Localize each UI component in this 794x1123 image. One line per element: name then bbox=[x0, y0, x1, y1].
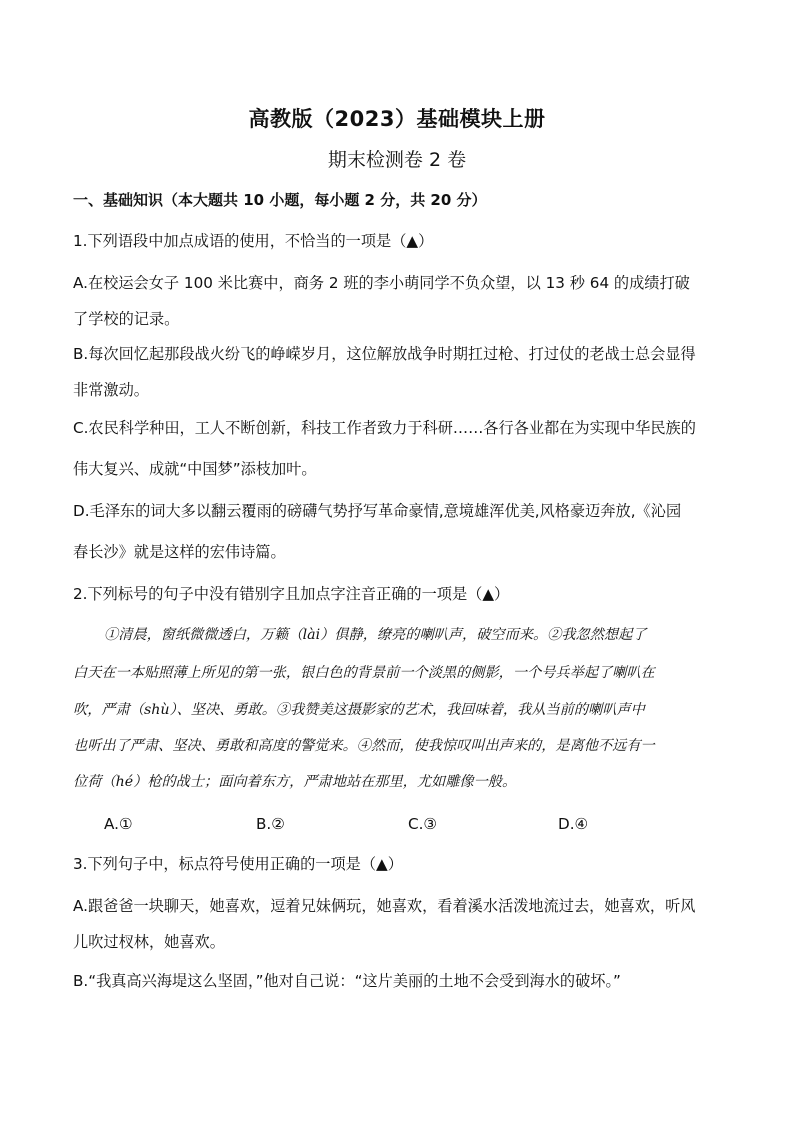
question-3-option-a-line-1: A.跟爸爸一块聊天，她喜欢，逗着兄妹俩玩，她喜欢，看着溪水活泼地流过去，她喜欢，听风 bbox=[73, 897, 696, 915]
section-heading: 一、基础知识（本大题共 10 小题，每小题 2 分，共 20 分） bbox=[73, 191, 487, 209]
document-title: 高教版（2023）基础模块上册 bbox=[248, 107, 546, 131]
question-3-option-a-line-2: 儿吹过杈林，她喜欢。 bbox=[73, 933, 225, 951]
document-subtitle: 期末检测卷 2 卷 bbox=[327, 149, 467, 171]
question-2-passage-line-2: 白天在一本贴照薄上所见的第一张，银白色的背景前一个淡黑的侧影，一个号兵举起了喇叭在 bbox=[73, 665, 655, 681]
question-2-passage-line-4: 也听出了严肃、坚决、勇敢和高度的警觉来。④然而，使我惊叹叫出声来的，是离他不远有一 bbox=[73, 738, 655, 754]
question-1-option-b-line-1: B.每次回忆起那段战火纷飞的峥嵘岁月，这位解放战争时期扛过枪、打过仗的老战士总会显得 bbox=[73, 345, 696, 363]
question-3-stem: 3.下列句子中，标点符号使用正确的一项是（▲） bbox=[73, 855, 403, 873]
question-1-option-c-line-1: C.农民科学种田，工人不断创新，科技工作者致力于科研……各行各业都在为实现中华民族的 bbox=[73, 419, 696, 437]
question-1-option-a-line-2: 了学校的记录。 bbox=[73, 310, 180, 328]
question-2-option-a: A.① bbox=[104, 815, 133, 833]
question-2-passage-line-1: ①清晨，窗纸微微透白，万籁（lài）俱静，缭亮的喇叭声，破空而来。②我忽然想起了 bbox=[104, 627, 647, 643]
question-1-option-a-line-1: A.在校运会女子 100 米比赛中，商务 2 班的李小萌同学不负众望，以 13 秒 64 的成绩打破 bbox=[73, 274, 690, 292]
question-2-stem: 2.下列标号的句子中没有错别字且加点字注音正确的一项是（▲） bbox=[73, 585, 510, 603]
question-1-stem: 1.下列语段中加点成语的使用，不恰当的一项是（▲） bbox=[73, 232, 434, 250]
question-2-option-b: B.② bbox=[256, 815, 285, 833]
question-1-option-d-line-2: 春长沙》就是这样的宏伟诗篇。 bbox=[73, 543, 286, 561]
question-1-option-b-line-2: 非常激动。 bbox=[73, 381, 149, 399]
question-2-option-c: C.③ bbox=[408, 815, 438, 833]
question-1-option-c-line-2: 伟大复兴、成就“中国梦”添枝加叶。 bbox=[73, 460, 317, 478]
question-2-passage-line-5: 位荷（hé）枪的战士；面向着东方，严肃地站在那里，尤如雕像一般。 bbox=[73, 774, 517, 790]
question-2-passage-line-3: 吹，严肃（shù）、坚决、勇敢。③我赞美这摄影家的艺术，我回味着，我从当前的喇叭声中 bbox=[73, 702, 645, 718]
question-2-option-d: D.④ bbox=[558, 815, 589, 833]
question-1-option-d-line-1: D.毛泽东的词大多以翻云覆雨的磅礴气势抒写革命豪情,意境雄浑优美,风格豪迈奔放,《沁园 bbox=[73, 502, 682, 520]
question-3-option-b-line-1: B.“我真高兴海堤这么坚固，”他对自己说：“这片美丽的土地不会受到海水的破坏。” bbox=[73, 972, 621, 990]
